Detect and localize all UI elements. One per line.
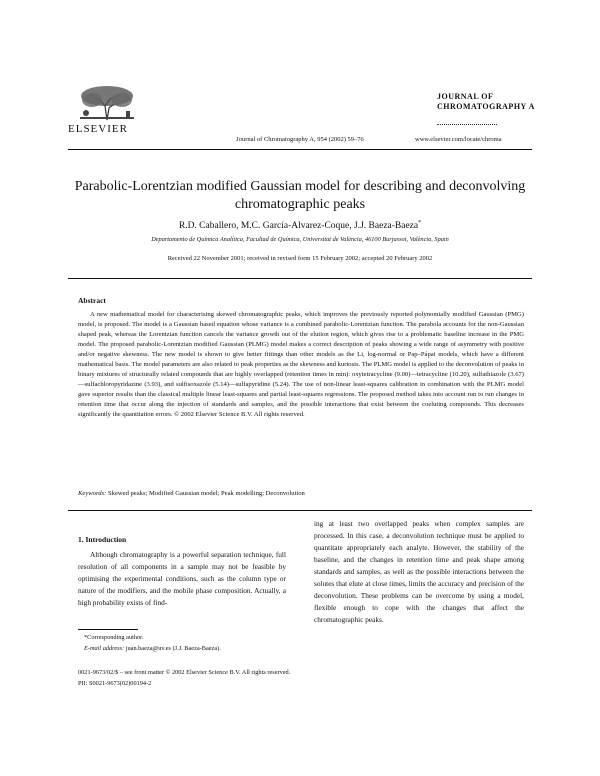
email-address: juan.baeza@uv.es (J.J. Baeza-Baeza). [124, 645, 221, 652]
email-footnote [84, 645, 221, 652]
abstract-heading: Abstract [78, 296, 106, 305]
email-label: E-mail address: [84, 645, 125, 652]
publisher-name: ELSEVIER [68, 123, 128, 135]
abstract-text: A new mathematical model for characterising skewed chromatographic peaks, which improves the previously reported polynomially modified Gaussian (PMG) model, is proposed. The model is a Gaussian based equation whose variance is a combined parabolic-Lorentzian function. The parabola accounts for the non-Gaussian shaped peak, whereas the Lorentzian function cancels the variance growth out of the elution region, which gives rise to a problematic baseline increase in the PMG model. The proposed parabolic-Lorentzian modified Gaussian (PLMG) model makes a correct description of peaks showing a wide range of asymmetry with positive and/or negative skewness. The new model is shown to give better fittings than other models as the Li, log-normal or Pap–Pápai models, which have a different mathematical basis. The model parameters are also related to peak properties as the skewness and kurtosis. The PLMG model is applied to the deconvolution of peaks in binary mixtures of structurally related compounds that are highly overlapped (retention times in min): oxytetracycline (9.00)—tetracycline (10.20), sulfathiazole (3.67)—sulfachloropyridazine (3.93), and sulfisoxazole (5.14)—sulfapyridine (5.24). The use of non-linear least-squares calibration in combination with the PLMG model gave superior results than the classical multiple linear least-squares and partial least-squares regressions. The proposed method takes into account run to run changes in retention time that occur along the injection of standards and samples, and the possible interactions that exist between the coeluting compounds. This decreases significantly the quantitation errors. © 2002 Elsevier Science B.V. All rights reserved. [78, 311, 524, 418]
pii-line: PII: S0021-9673(02)00194-2 [78, 680, 152, 687]
author-list: R.D. Caballero, M.C. García-Alvarez-Coque, J.J. Baeza-Baeza [178, 221, 419, 232]
received-dates: Received 22 November 2001; received in revised form 15 February 2002; accepted 20 February 2002 [167, 255, 433, 262]
body-column-right: ing at least two overlapped peaks when complex samples are processed. In this case, a deconvolution technique must be applied to quantitate appropriately each analyte. However, the stability of the baseline, and the changes in retention time and peak shape among standards and samples, as well as the possible interactions between the solutes that elute at close times, limits the accuracy and precision of the deconvolution. These problems can be overcome by using a model, flexible enough to cope with the changes that affect the chromatographic peaks. [314, 519, 524, 624]
title-rule [68, 278, 532, 279]
journal-url: www.elsevier.com/locate/chroma [415, 136, 502, 143]
journal-name-line2: CHROMATOGRAPHY A [437, 102, 535, 111]
keywords [78, 490, 524, 497]
journal-divider [437, 124, 497, 127]
keywords-list: Skewed peaks; Modified Gaussian model; Peak modelling; Deconvolution [107, 490, 305, 497]
copyright-line: 0021-9673/02/$ – see front matter © 2002 Elsevier Science B.V. All rights reserved. [78, 669, 291, 676]
section-heading: 1. Introduction [78, 535, 127, 544]
affiliation: Departamento de Química Analítica, Facultad de Química, Universitat de València, 46100 Burjassot, València, Spain [151, 236, 449, 243]
keywords-label: Keywords: [78, 490, 107, 497]
corresponding-mark: * [418, 220, 422, 226]
article-title: Parabolic-Lorentzian modified Gaussian model for describing and deconvolving chromatographic peaks [74, 179, 526, 212]
footnote-rule [78, 629, 138, 630]
elsevier-tree-icon [70, 84, 144, 122]
authors [68, 220, 532, 231]
journal-name [437, 92, 535, 112]
body-column-left: Although chromatography is a powerful separation technique, full resolution of all components in a sample may not be feasible by optimising the experimental conditions, such as the column type or nature of the modifiers, and the mobile phase composition. Actually, a high probability exists of find- [78, 550, 286, 607]
header-rule [68, 149, 532, 150]
corresponding-footnote: *Corresponding author. [84, 634, 144, 641]
publisher-logo [70, 84, 144, 122]
abstract-rule [68, 510, 532, 511]
journal-name-line1: JOURNAL OF [437, 92, 494, 101]
journal-citation: Journal of Chromatography A, 954 (2002) 59–76 [236, 136, 364, 143]
